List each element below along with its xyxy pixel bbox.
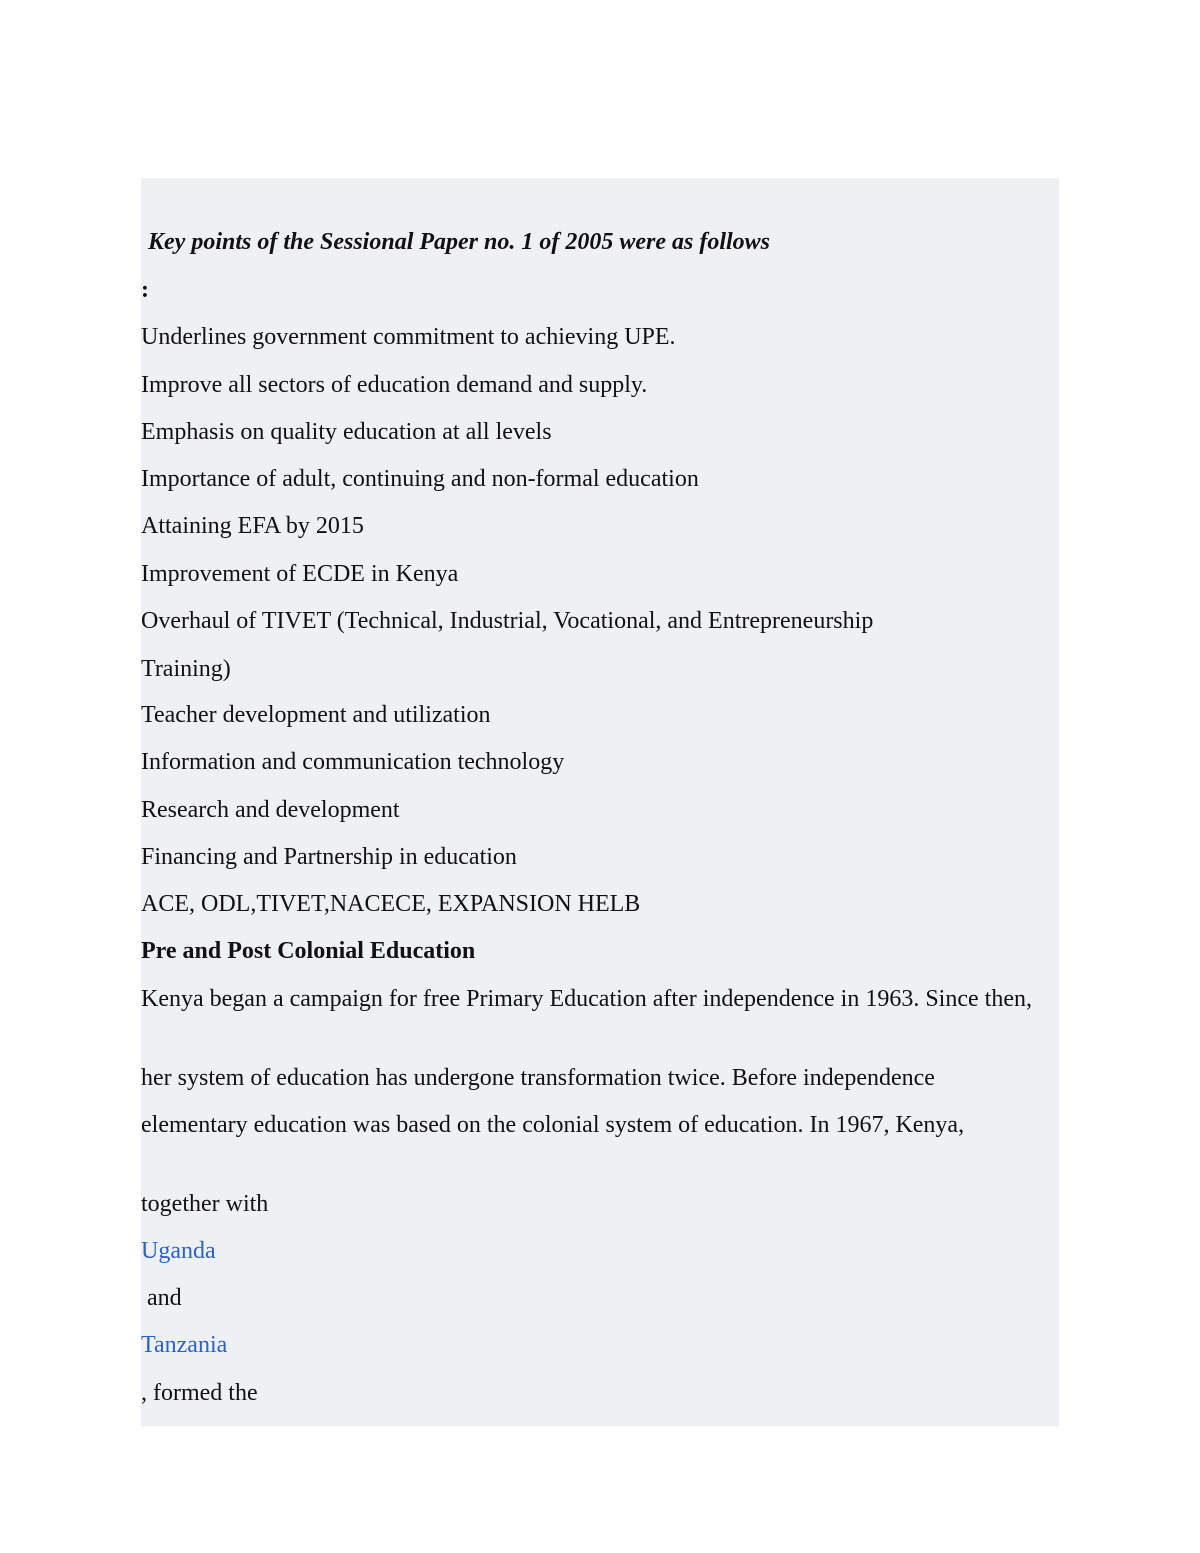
list-item: Training) [141,656,231,682]
key-points-heading: Key points of the Sessional Paper no. 1 of 2005 were as follows [148,229,771,255]
list-item: Research and development [141,797,400,823]
list-item: Improvement of ECDE in Kenya [141,561,459,587]
and-text: and [147,1285,182,1311]
list-item: Emphasis on quality education at all levels [141,419,552,445]
list-item: ACE, ODL,TIVET,NACECE, EXPANSION HELB [141,891,641,917]
paragraph-line: her system of education has undergone transformation twice. Before independence [141,1065,935,1091]
tanzania-link[interactable]: Tanzania [141,1332,228,1358]
section-heading: Pre and Post Colonial Education [141,938,476,964]
formed-the-text: , formed the [141,1380,258,1406]
paragraph-line: elementary education was based on the colonial system of education. In 1967, Kenya, [141,1112,965,1138]
list-item: Information and communication technology [141,749,565,775]
list-item: Importance of adult, continuing and non-formal education [141,466,699,492]
list-item: Teacher development and utilization [141,702,491,728]
list-item: Financing and Partnership in education [141,844,517,870]
colon-line: : [141,277,149,303]
uganda-link[interactable]: Uganda [141,1238,216,1264]
list-item: Underlines government commitment to achieving UPE. [141,324,676,350]
paragraph-line: Kenya began a campaign for free Primary Education after independence in 1963. Since then, [141,986,1032,1012]
list-item: Improve all sectors of education demand and supply. [141,372,648,398]
paragraph-line: together with [141,1191,269,1217]
list-item: Attaining EFA by 2015 [141,513,364,539]
list-item: Overhaul of TIVET (Technical, Industrial, Vocational, and Entrepreneurship [141,608,874,634]
